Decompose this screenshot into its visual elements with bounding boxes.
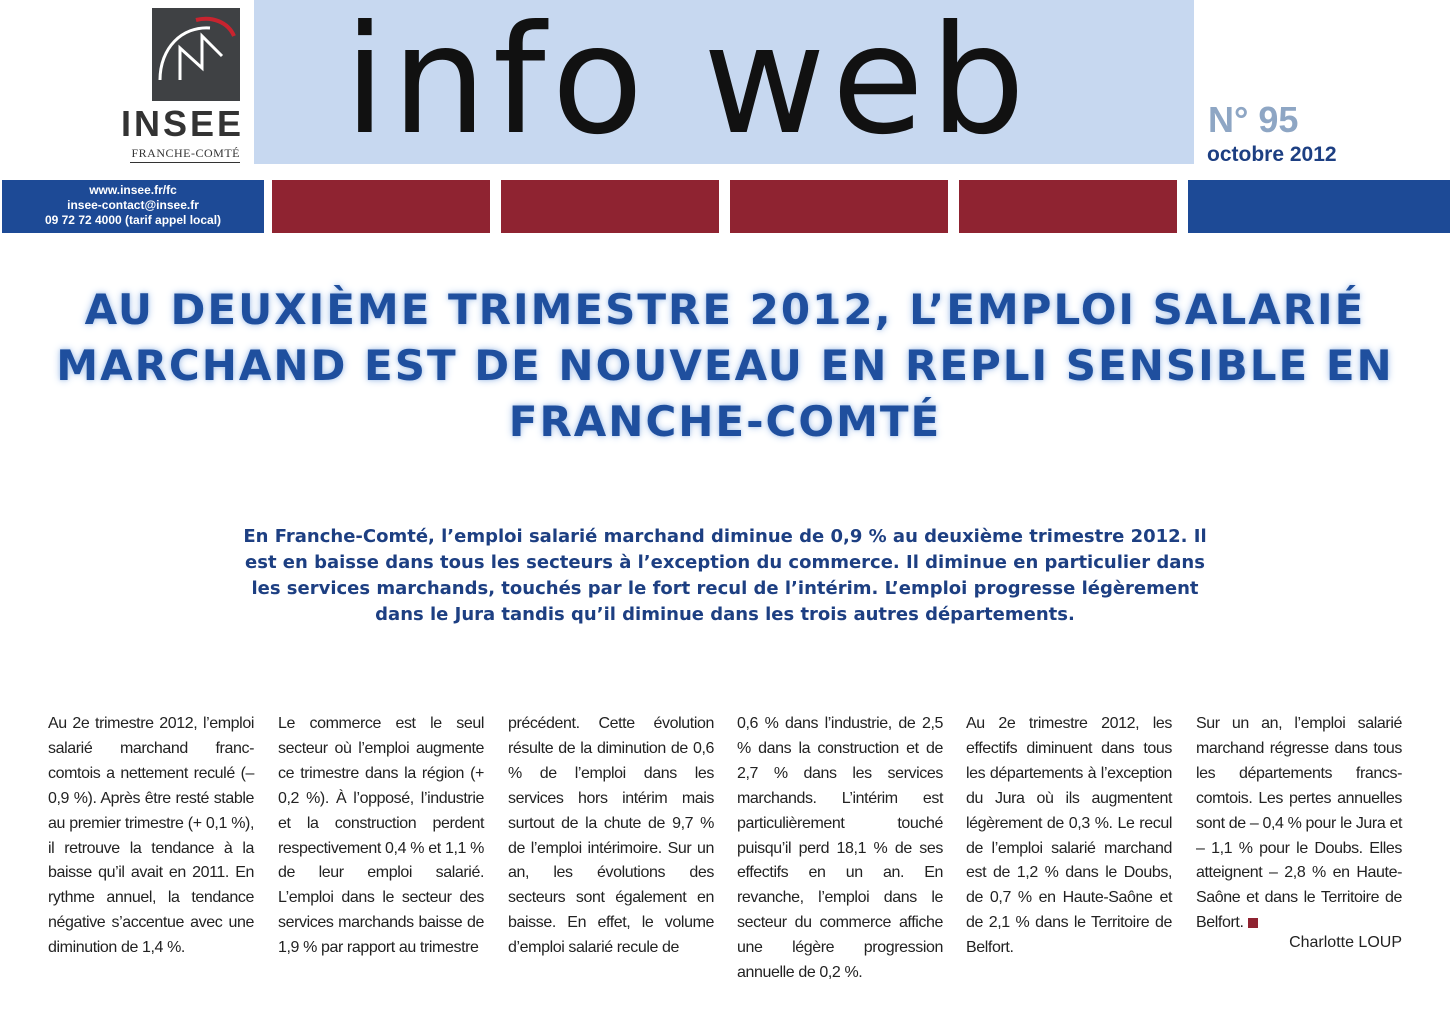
column-2-text: Le commerce est le seul secteur où l’emploi augmente ce trimestre dans la région (+ 0,2 %). À l’opposé, l’industrie et la construction perdent respectivement 0,4 % et 1,1 % de leur emploi salarié. L’emploi dans le secteur des services marchands baisse de 1,9 % par rapport au trimestre [278, 715, 484, 957]
decorative-bar-2 [501, 180, 719, 233]
column-4-text: 0,6 % dans l’industrie, de 2,5 % dans la construction et de 2,7 % dans les services marchands. L’intérim est particulièrement touché puisqu’il perd 18,1 % de ses effectifs en un an. En revanche, l’emploi dans le secteur du commerce affiche une légère progression annuelle de 0,2 %. [737, 715, 943, 982]
article-column-3 [508, 712, 714, 961]
insee-logo-mark [152, 8, 240, 101]
logo-underline [130, 162, 240, 163]
column-1-text: Au 2e trimestre 2012, l’emploi salarié marchand franc-comtois a nettement reculé (– 0,9 %). Après être resté stable au premier trimestre (+ 0,1 %), il retrouve la tendance à la baisse qu’il avait en 2011. En rythme annuel, la tendance négative s’accentue avec une diminution de 1,4 %. [48, 715, 254, 957]
article-column-6 [1196, 712, 1402, 936]
article-column-1 [48, 712, 254, 961]
issue-number: N° 95 [1208, 99, 1299, 140]
article-column-4 [737, 712, 943, 986]
end-of-article-mark [1248, 918, 1258, 928]
contact-box [2, 180, 264, 233]
article-lead: En Franche-Comté, l’emploi salarié marchand diminue de 0,9 % au deuxième trimestre 2012. Il est en baisse dans tous les secteurs à l’exception du commerce. Il diminue en particulier dans les services marchands, touchés par le fort recul de l’intérim. L’emploi progresse légèrement dans le Jura tandis qu’il diminue dans les trois autres départements. [243, 526, 1207, 625]
column-3-text: précédent. Cette évolution résulte de la diminution de 0,6 % de l’emploi dans les services hors intérim mais surtout de la chute de 9,7 % de l’emploi intérimoire. Sur un an, les évolutions des secteurs sont également en baisse. En effet, le volume d’emploi salarié recule de [508, 715, 714, 957]
article-column-5 [966, 712, 1172, 961]
publication-title: info web [344, 0, 1032, 168]
contact-email[interactable]: insee-contact@insee.fr [67, 198, 199, 212]
column-6-body: Sur un an, l’emploi salarié marchand régresse dans tous les départements francs-comtois. Les pertes annuelles sont de – 0,4 % pour le Jura et – 1,1 % pour le Doubs. Elles atteignent – 2,8 % en Haute-Saône et dans le Territoire de Belfort. [1196, 715, 1402, 932]
contact-phone: 09 72 72 4000 (tarif appel local) [44, 213, 222, 227]
article-headline: AU DEUXIÈME TRIMESTRE 2012, L’EMPLOI SALARIÉ MARCHAND EST DE NOUVEAU EN REPLI SENSIBLE EN FRANCHE-COMTÉ [56, 285, 1394, 446]
article-column-2 [278, 712, 484, 961]
column-6-text [1196, 712, 1402, 936]
logo-region: FRANCHE-COMTÉ [131, 146, 240, 160]
contact-website[interactable]: www.insee.fr/fc [89, 183, 177, 197]
decorative-bar-4 [959, 180, 1177, 233]
decorative-bar-blue [1188, 180, 1450, 233]
article-author: Charlotte LOUP [1289, 934, 1402, 951]
issue-date: octobre 2012 [1207, 143, 1337, 166]
column-5-text: Au 2e trimestre 2012, les effectifs diminuent dans tous les départements à l’exception du Jura où ils augmentent légèrement de 0,3 %. Le recul de l’emploi salarié marchand est de 1,2 % dans le Doubs, de 0,7 % en Haute-Saône et de 2,1 % dans le Territoire de Belfort. [966, 715, 1172, 957]
logo-symbol-icon [152, 8, 240, 101]
decorative-bar-1 [272, 180, 490, 233]
decorative-bar-3 [730, 180, 948, 233]
logo-name: INSEE [120, 103, 244, 144]
